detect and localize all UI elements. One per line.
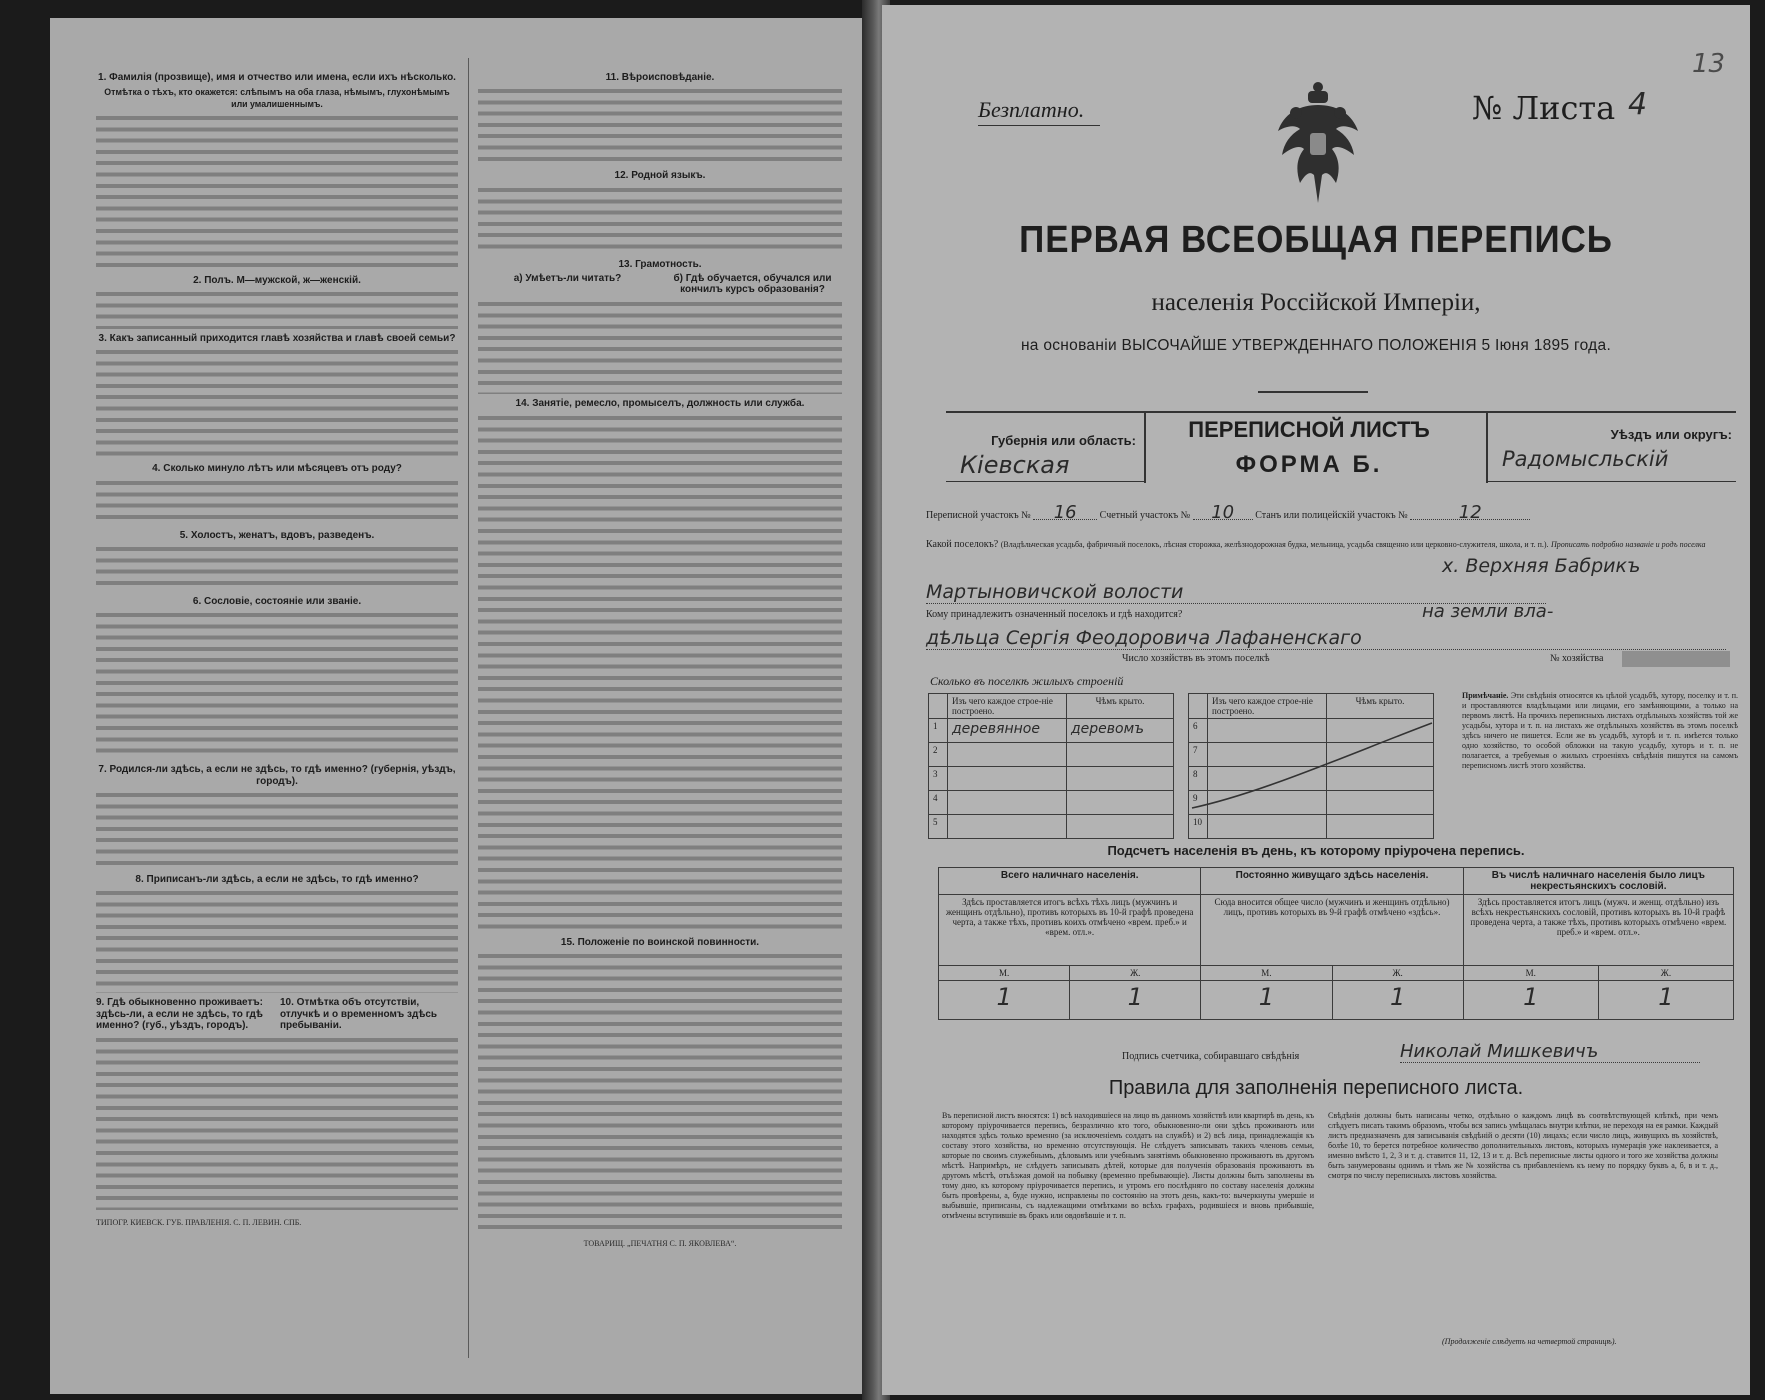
households-count-label: Число хозяйствъ въ этомъ поселкѣ: [1122, 653, 1270, 664]
census-district-label: Переписной участокъ №: [926, 510, 1031, 521]
male-header: М.: [1463, 966, 1598, 981]
instructions-column-1: [96, 68, 458, 1368]
instruction-heading-13: 13. Грамотность.: [618, 258, 702, 270]
male-header: М.: [1201, 966, 1332, 981]
printer-imprint-right: ТОВАРИЩ. „ПЕЧАТНЯ С. П. ЯКОВЛЕВА“.: [583, 1239, 737, 1249]
settlement-value-line-1: х. Верхняя Бабрикъ: [1442, 555, 1641, 577]
buildings-roof-header: Чѣмъ крыто.: [1327, 694, 1434, 719]
count-district-value: 10: [1193, 507, 1253, 520]
text-lines: [96, 888, 458, 993]
rules-title: Правила для заполненія переписного листа.: [1108, 1077, 1524, 1099]
settlement-value-line-2: Мартыновичской волости: [926, 581, 1546, 604]
instruction-heading-1: 1. Фамилія (прозвище), имя и отчество или имена, если ихъ нѣсколько.: [98, 72, 456, 83]
building-row-number: 1: [929, 719, 948, 743]
tally-permanent-female: 1: [1332, 981, 1463, 1020]
owner-value-line-2: дѣльца Сергія Феодоровича Лафаненскаго: [926, 627, 1726, 650]
instruction-heading-3: 3. Какъ записанный приходится главѣ хозяйства и главѣ своей семьи?: [98, 333, 456, 345]
note-label: Примѣчаніе.: [1462, 691, 1509, 700]
header-top-rule: [946, 411, 1736, 413]
text-lines: [96, 347, 458, 459]
form-title: ПЕРЕПИСНОЙ ЛИСТЪ: [1188, 417, 1430, 442]
building-1-material: деревянное: [948, 719, 1067, 743]
building-row-number: 7: [1189, 743, 1208, 767]
count-district-label: Счетный участокъ №: [1099, 510, 1191, 521]
instruction-heading-9: 9. Гдѣ обыкновенно проживаетъ: здѣсь-ли, а если не здѣсь, то гдѣ именно? (губ., уѣздъ, городъ).: [96, 997, 263, 1031]
tally-note-noncrest: Здѣсь проставляется итогъ лицъ (мужч. и женщ. отдѣльно) изъ всѣхъ некрестьянскихъ сословій, противъ которыхъ въ 10-й графѣ проведена черта, а также тѣхъ, противъ которыхъ отмѣчено «врем. преб.» и «врем. отл.».: [1463, 895, 1733, 966]
note-text: Эти свѣдѣнія относятся къ цѣлой усадьбѣ, хутору, поселку и т. п. и проставляются владѣльцами или лицами, его замѣняющими, а только на первомъ листѣ. На прочихъ переписныхъ листахъ отдѣльныхъ хозяйствъ той же усадьбы, хутора и т. п. на листахъ же отдѣльныхъ хозяйствъ въ этомъ поселкѣ здѣсь ничего не пишется. Если же въ усадьбѣ, хуторѣ и т. п. имѣется только одно хозяйство, то особой обложки на такую усадьбу, хуторъ и т. п. не полагается, а требуемыя о жилыхъ строеніяхъ свѣдѣнія пишутся на самомъ переписномъ листѣ этого хозяйства.: [1462, 691, 1738, 770]
tally-table: [938, 867, 1734, 1020]
text-lines: [96, 790, 458, 870]
census-main-title: ПЕРВАЯ ВСЕОБЩАЯ ПЕРЕПИСЬ: [1019, 219, 1613, 261]
instruction-heading-2: 2. Полъ. М—мужской, ж—женскій.: [193, 274, 361, 286]
instruction-heading-12: 12. Родной языкъ.: [614, 170, 706, 182]
enumerator-signature: Николай Мишкевичъ: [1400, 1041, 1700, 1063]
archive-page-number: 13: [1692, 49, 1726, 79]
legal-basis-line: на основаніи ВЫСОЧАЙШЕ УТВЕРЖДЕННАГО ПОЛОЖЕНІЯ 5 Іюня 1895 года.: [1020, 337, 1612, 354]
instruction-heading-8: 8. Приписанъ-ли здѣсь, а если не здѣсь, то гдѣ именно?: [135, 873, 419, 885]
enumerator-signature-label: Подпись счетчика, собиравшаго свѣдѣнія: [1122, 1051, 1300, 1062]
female-header: Ж.: [1070, 966, 1201, 981]
tally-header-total: Всего наличнаго населенія.: [939, 868, 1201, 895]
tally-note-total: Здѣсь проставляется итогъ всѣхъ тѣхъ лицъ (мужчинъ и женщинъ отдѣльно), противъ которыхъ въ 10-й графѣ проведена черта, а также тѣхъ, противъ коихъ отмѣчено «врем. преб.» и «врем. отл.».: [939, 895, 1201, 966]
text-lines: [478, 86, 842, 166]
uezd-underline: [1486, 481, 1736, 482]
text-lines: [478, 185, 842, 255]
text-lines: [478, 413, 842, 933]
text-lines: [96, 1035, 458, 1210]
male-header: М.: [939, 966, 1070, 981]
instructions-column-2: [478, 68, 842, 1368]
tally-note-permanent: Сюда вносится общее число (мужчинъ и женщинъ отдѣльно) лицъ, противъ которыхъ въ 9-й графѣ отмѣчено «здѣсь».: [1201, 895, 1463, 966]
stan-value: 12: [1410, 507, 1530, 520]
building-row-number: 8: [1189, 767, 1208, 791]
tally-total-male: 1: [939, 981, 1070, 1020]
stan-label: Станъ или полицейскій участокъ №: [1255, 510, 1408, 521]
owner-value-line-1: на земли вла-: [1422, 601, 1554, 622]
printer-imprint-left: ТИПОГР. КИЕВСК. ГУБ. ПРАВЛЕНІЯ. С. П. ЛЕВИН. СПБ.: [96, 1218, 302, 1228]
tally-header-noncrest: Въ числѣ наличнаго населенія было лицъ некрестьянскихъ сословій.: [1463, 868, 1733, 895]
instruction-note-1: Отмѣтка о тѣхъ, кто окажется: слѣпымъ на оба глаза, нѣмымъ, глухонѣмымъ или умалишеннымъ.: [104, 87, 450, 109]
gubernia-value: Кіевская: [960, 451, 1070, 479]
tally-header-permanent: Постоянно живущаго здѣсь населенія.: [1201, 868, 1463, 895]
instruction-heading-15: 15. Положеніе по воинской повинности.: [560, 936, 760, 948]
census-district-value: 16: [1033, 507, 1097, 520]
census-subtitle: населенія Россійской Имперіи,: [1151, 289, 1481, 316]
text-lines: [96, 289, 458, 329]
settlement-block: [926, 539, 1746, 551]
female-header: Ж.: [1598, 966, 1733, 981]
double-headed-eagle-emblem: [1270, 79, 1366, 211]
column-divider: [468, 58, 469, 1358]
text-lines: [96, 478, 458, 526]
settlement-hint-detail: Прописать подробно названіе и родъ поселка: [1551, 540, 1706, 549]
district-line: [926, 502, 1742, 527]
instruction-heading-7: 7. Родился-ли здѣсь, а если не здѣсь, то гдѣ именно? (губернія, уѣздъ, городъ).: [98, 764, 456, 787]
free-of-charge-label: Безплатно.: [978, 97, 1085, 122]
underline: [978, 125, 1100, 126]
instruction-heading-13b: б) Гдѣ обучается, обучался или кончилъ курсъ образованія?: [673, 272, 832, 296]
settlement-label: Какой поселокъ?: [926, 539, 999, 550]
strike-through-mark: [1182, 713, 1442, 833]
text-lines: [96, 113, 458, 271]
buildings-count-label: Сколько въ поселкѣ жилыхъ строеній: [930, 674, 1124, 688]
uezd-value: Радомысльскій: [1502, 447, 1669, 471]
gubernia-label: Губернія или область:: [991, 433, 1136, 448]
continued-note: (Продолженіе слѣдуетъ на четвертой страницѣ).: [1442, 1337, 1617, 1346]
header-divider-right: [1486, 411, 1488, 483]
buildings-table-left: [928, 693, 1174, 839]
building-row-number: 3: [929, 767, 948, 791]
title-rule: [1258, 391, 1368, 393]
buildings-material-header: Изъ чего каждое строе-ніе построено.: [1208, 694, 1327, 719]
form-code: ФОРМА Б.: [1235, 451, 1383, 478]
owner-label: Кому принадлежитъ означенный поселокъ и гдѣ находится?: [926, 609, 1183, 620]
building-row-number: 10: [1189, 815, 1208, 839]
household-number-smudge: [1622, 651, 1730, 667]
building-row-number: 2: [929, 743, 948, 767]
buildings-note: [1462, 691, 1738, 771]
instruction-heading-6: 6. Сословіе, состояніе или званіе.: [192, 596, 362, 608]
instruction-heading-11: 11. Вѣроисповѣданіе.: [605, 72, 715, 83]
uezd-label: Уѣздъ или округъ:: [1610, 427, 1732, 442]
building-row-number: 5: [929, 815, 948, 839]
building-row-number: 6: [1189, 719, 1208, 743]
headings-9-10: [96, 997, 458, 1031]
tally-title: Подсчетъ населенія въ день, къ которому пріурочена перепись.: [1107, 843, 1525, 858]
instruction-text-block: [96, 113, 458, 271]
census-form-page: [882, 5, 1750, 1395]
household-number-label: № хозяйства: [1550, 653, 1604, 664]
text-lines: [478, 299, 842, 394]
sheet-number-label: № Листа: [1472, 89, 1616, 127]
rules-text-right: Свѣдѣнія должны быть написаны четко, отдѣльно о каждомъ лицѣ въ соотвѣтствующей клѣткѣ, при чемъ слѣдуетъ писать такимъ образомъ, чтобы вся запись умѣщалась внутри клѣтки, не переходя на ея рамки. Каждый листъ предназначенъ для записыванія свѣдѣній о десяти (10) лицахъ; если число лицъ, живущихъ въ хозяйствѣ, болѣе 10, то берется потребное количество дополнительныхъ листовъ, которыхъ нумерація уже наклеивается, а именно вмѣсто 1, 2, 3 и т. д. ставится 11, 12, 13 и т. д. Всѣ переписные листы одного и того же хозяйства должны быть занумерованы однимъ и тѣмъ же № хозяйства съ прибавленіемъ къ нему по порядку буквъ а, б, в и т. д., смотря по числу переписныхъ листовъ хозяйства.: [1328, 1111, 1718, 1180]
gubernia-underline: [946, 481, 1146, 482]
instruction-heading-4: 4. Сколько минуло лѣтъ или мѣсяцевъ отъ роду?: [152, 463, 402, 475]
building-1-roof: деревомъ: [1067, 719, 1174, 743]
buildings-roof-header: Чѣмъ крыто.: [1067, 694, 1174, 719]
tally-noncrest-female: 1: [1598, 981, 1733, 1020]
instructions-page: [50, 18, 870, 1394]
literacy-subheadings: [478, 273, 842, 296]
building-row-number: 9: [1189, 791, 1208, 815]
building-row-number: 4: [929, 791, 948, 815]
instruction-heading-5: 5. Холостъ, женатъ, вдовъ, разведенъ.: [179, 529, 375, 541]
tally-noncrest-male: 1: [1463, 981, 1598, 1020]
rules-text-left: Въ переписной листъ вносятся: 1) всѣ находившіеся на лицо въ данномъ хозяйствѣ или квартирѣ въ день, къ которому пріурочивается перепись, безразлично кто того, обыкновенно-ли они здѣсь проживаютъ или находятся здѣсь только временно (за исключеніемъ солдатъ на службѣ) и 2) всѣ лица, принадлежащія къ составу этого хозяйства, но временно отсутствующія. Не слѣдуетъ записывать такихъ членовъ семьи, которые по своимъ служебнымъ, дѣловымъ или учебнымъ занятіямъ обыкновенно проживаютъ въ другомъ мѣстѣ. Напримѣръ, не слѣдуетъ записывать дѣтей, которые для полученія образованія проживаютъ въ другомъ мѣстѣ, отъѣзжая домой на побывку (временно пребывающіе). Листы должны быть заполнены въ тому дню, къ которому пріурочивается перепись, и утромъ его послѣдняго по составу населенія должны быть провѣрены, а, буде нужно, исправлены по состоянію на этотъ день, какъ-то: вычеркнуты умершіе и выбывшіе, приписаны, съ надлежащими отмѣтками во всѣхъ графахъ, родившіеся и вновь прибывшіе, отмѣчены вступившіе въ бракъ или овдовѣвшіе и т. п.: [942, 1111, 1314, 1220]
text-lines: [478, 951, 842, 1231]
instruction-heading-13a: а) Умѣетъ-ли читать?: [513, 272, 622, 284]
text-lines: [96, 610, 458, 760]
instruction-heading-14: 14. Занятіе, ремесло, промыселъ, должность или служба.: [515, 398, 805, 410]
sheet-number-value: 4: [1628, 87, 1648, 122]
tally-total-female: 1: [1070, 981, 1201, 1020]
instruction-heading-10: 10. Отмѣтка объ отсутствіи, отлучкѣ и о временномъ здѣсь пребываніи.: [280, 997, 438, 1031]
buildings-material-header: Изъ чего каждое строе-ніе построено.: [948, 694, 1067, 719]
tally-permanent-male: 1: [1201, 981, 1332, 1020]
text-lines: [96, 544, 458, 592]
female-header: Ж.: [1332, 966, 1463, 981]
settlement-hint: (Владѣльческая усадьба, фабричный поселокъ, лѣсная сторожка, желѣзнодорожная будка, мельница, усадьба священно или церковно-служителя, школа, и т. п.).: [1000, 540, 1549, 549]
